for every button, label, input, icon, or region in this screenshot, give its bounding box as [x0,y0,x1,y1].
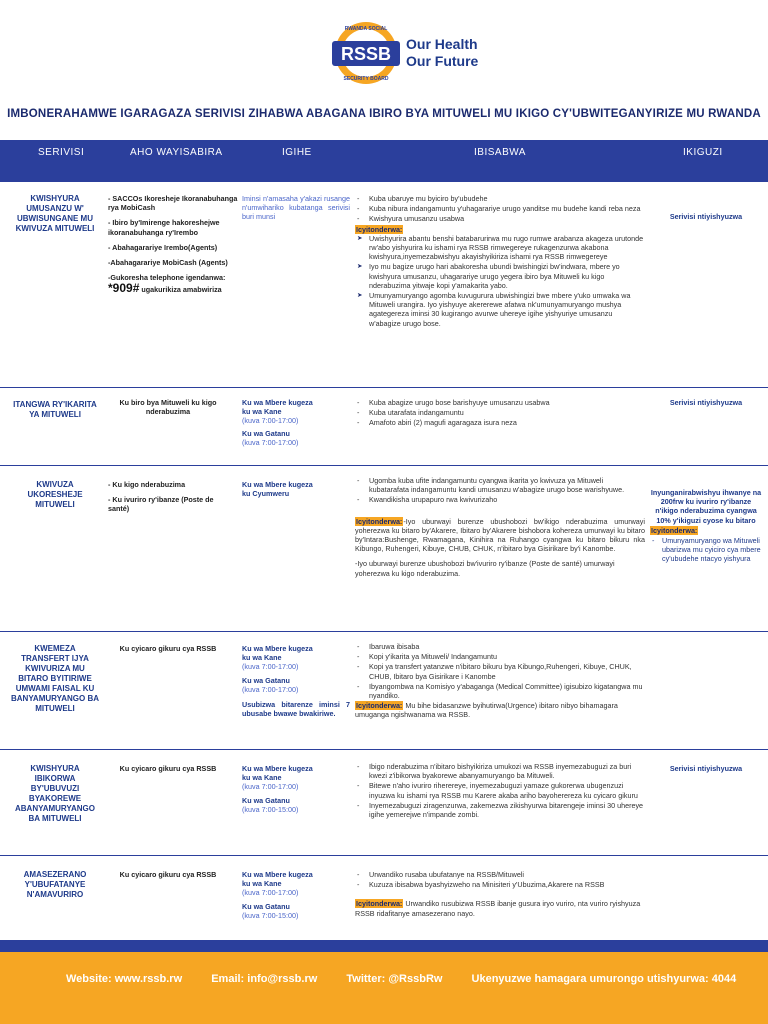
slogan [406,36,478,70]
header-igihe: IGIHE [282,147,312,158]
requirement-item: - Kuba abagize urugo bose barishyuye umusanzu usabwa [355,398,645,407]
service-name: KWEMEZA TRANSFERT IJYA KWIVURIZA MU BITARO BYITIRIWE UMWAMI FAISAL KU BANYAMURYANGO BA MITUWELI [10,644,99,713]
logo-ring-top: RWANDA SOCIAL [344,26,388,32]
logo-ring-bottom: SECURITY BOARD [343,76,389,82]
service-name: ITANGWA RY'IKARITA YA MITUWELI [13,400,97,419]
requirement-item: - Urwandiko rusaba ubufatanye na RSSB/Mituweli [355,870,645,879]
footer-website-link[interactable]: Website: www.rssb.rw [66,973,183,985]
requirements-cell [355,194,645,329]
footer-twitter-link[interactable]: Twitter: @RssbRw [346,973,443,985]
requirements-cell [355,870,645,918]
where-item: - Ku kigo nderabuzima [108,480,186,489]
requirements-cell [355,398,645,429]
cost-cell [650,488,762,564]
requirement-item: - Kuba nibura indangamuntu y'uhagarariye urugo yanditse mu budehe kandi reba neza [355,204,645,213]
slogan-line-2: Our Future [406,53,479,69]
logo-text: RSSB [340,44,392,64]
time-cell: Ku wa Mbere kugeza ku wa Kane (kuva 7:00-17:00) Ku wa Gatanu (kuva 7:00-17:00) Usubizwa bitarenze iminsi 7 ubusabe bwawe bwakiriwe. [242,644,350,719]
note-text: -Iyo uburwayi burenze ubushobozi bw'ikigo nderabuzima umurwayi yoherezwa ku bitaro by'Akarere, Ibitaro by'Akarere bishobora kohereza umurwayi ku bitaro by'Intara:Bushenge, Rwamagana, Kinihira na Ruhango cyangwa ku bitaro bikuru nka Kibungo, Ruhengeri, Kibuye, CHUB, CHUK, n'ibitaro bya Gisirikare by'i Kanombe. [355,516,645,554]
requirement-item: - Kwandikisha urupapuro rwa kwivurizaho [355,495,645,504]
requirement-item: - Ibyangombwa na Komisiyo y'abaganga (Medical Committee) igisubizo kigatangwa mu nyandiko. [355,682,645,700]
cost-note-label: Icyitonderwa: [651,525,698,535]
table-row [0,750,768,856]
note-label: Icyitonderwa: [356,516,403,526]
where-cell: Ku cyicaro gikuru cya RSSB [119,764,217,773]
ussd-line [108,281,248,296]
requirement-item: - Kuba utarafata indangamuntu [355,408,645,417]
cost-cell: Serivisi ntiyishyuzwa [669,764,743,773]
service-name: KWIVUZA UKORESHEJE MITUWELI [27,480,83,509]
cost-text: Inyunganirabwishyu ihwanye na 200frw ku ivuriro ry'ibanze n'ikigo nderabuzima cyangwa 10% y'ikiguzi cyose ku bitaro [650,488,762,525]
note-block [355,701,645,719]
requirement-item: - Bitewe n'aho ivuriro riherereye, inyemezabuguzi yamaze gukorerwa ubugenzuzi inyuzwa ku ishami rya RSSB mu Karere akaba ariho bayoherereza ku cyicaro gikuru [355,781,645,799]
note-item: ➤ Umunyamuryango agomba kuvugurura ubwishingizi bwe mbere y'uko umwaka wa Mituweli urangira. Iyo yishyuye akererewe afatwa nk'umunyamuryango mushya agategereza iminsi 30 kugirango avurwe uhereye igihe yishyuriye umusanzu w'abagize urugo bose. [355,291,645,328]
header-serivisi: SERIVISI [38,147,85,158]
table-header [0,140,768,182]
footer-contacts [66,973,762,985]
time-cell: Iminsi n'amasaha y'akazi rusange n'umwihariko kubatanga serivisi buri munsi [242,194,350,222]
footer [0,952,768,1024]
document-title: IMBONERAHAMWE IGARAGAZA SERIVISI ZIHABWA ABAGANA IBIRO BYA MITUWELI MU IKIGO CY'UBWITEGANYIRIZE MU RWANDA [7,108,761,120]
table-row [0,388,768,466]
header-ikiguzi: IKIGUZI [683,147,723,158]
table-row [0,182,768,388]
where-cell [108,194,248,301]
where-cell: Ku cyicaro gikuru cya RSSB [119,870,217,879]
service-name: AMASEZERANO Y'UBUFATANYE N'AMAVURIRO [23,870,87,899]
requirement-item: - Kuba ubaruye mu byiciro by'ubudehe [355,194,645,203]
requirement-item: - Kuzuza ibisabwa byashyizweho na Minisiteri y'Ubuzima,Akarere na RSSB [355,880,645,889]
time-cell: Ku wa Mbere kugeza ku wa Kane (kuva 7:00-17:00) Ku wa Gatanu (kuva 7:00-15:00) [242,870,313,920]
time-cell: Ku wa Mbere kugeza ku Cyumweru [242,480,313,499]
where-item: -Gukoresha telephone igendanwa: [108,273,226,283]
header-ibisabwa: IBISABWA [474,147,526,158]
where-item: -Abahagarariye MobiCash (Agents) [108,258,228,268]
service-name: KWISHYURA UMUSANZU W' UBWISUNGANE MU KWIVUZA MITUWELI [15,194,95,233]
note-label: Icyitonderwa: [356,899,403,909]
note-text: Mu bihe bidasanzwe byihutirwa(Urgence) ibitaro nibyo bihamagara umuganga ngishwanama wa RSSB. [355,701,618,720]
note-block [355,899,645,917]
footer-email-link[interactable]: Email: info@rssb.rw [211,973,318,985]
requirements-cell [355,476,645,578]
table-row [0,632,768,750]
requirement-item: - Ibaruwa ibisaba [355,642,645,651]
footer-hotline: Ukenyuzwe hamagara umurongo utishyurwa: 4044 [471,973,737,985]
requirement-item: - Ibigo nderabuzima n'ibitaro bishyikiriza umukozi wa RSSB inyemezabuguzi za buri kwezi z'ibikorwa byakorewe abanyamuryango ba Mituweli. [355,762,645,780]
note-text-2: -Iyo uburwayi burenze ubushobozi bw'ivuriro ry'ibanze (Poste de santé) umurwayi yoherezwa ku kigo nderabuzima. [355,559,615,578]
where-cell: Ku cyicaro gikuru cya RSSB [119,644,217,653]
header-aho-wayisabira: AHO WAYISABIRA [130,147,223,158]
table-row [0,466,768,632]
rssb-emblem-icon [328,18,408,88]
note-item: ➤ Iyo mu bagize urugo hari abakoresha ubundi bwishingizi bw'indwara, mbere yo kwishyura umusanzu, uhagarariye urugo yegera ibiro bya Mituweli ku kigo nderabuzima yitwaje kopi y'amakarita yabo. [355,262,645,290]
slogan-line-1: Our Health [406,36,478,52]
table-row [0,856,768,940]
requirement-item: - Inyemezabuguzi ziragenzurwa, zakemezwa zikishyurwa bitarengeje iminsi 30 uhereye igihe yemerejwe n'impande zombi. [355,801,645,819]
where-item: - SACCOs Ikoresheje Ikoranabuhanga rya MobiCash [108,194,238,213]
time-cell: Ku wa Mbere kugeza ku wa Kane (kuva 7:00-17:00) Ku wa Gatanu (kuva 7:00-17:00) [242,398,313,447]
requirement-item: - Amafoto abiri (2) magufi agaragaza isura neza [355,418,645,427]
requirement-item: - Kopi y'ikarita ya Mituweli/ Indangamuntu [355,652,645,661]
cost-note-item: - Umunyamuryango wa Mituweli ubarizwa mu cyiciro cya mbere cy'ubudehe ntacyo yishyura [652,536,761,564]
requirements-cell [355,762,645,820]
note-item: ➤ Uwishyurira abantu benshi batabarurirwa mu rugo rumwe arabanza akageza urutonde rw'abo yishyurira ku ishami rya RSSB rimwegereye rukagenzurwa akabona kwishyura,inyemezabwishyu akayishyikiriza ishami rya RSSB rimwegereye [355,234,645,262]
service-name: KWISHYURA IBIKORWA BY'UBUVUZI BYAKOREWE ABANYAMURYANGO BA MITUWELI [14,764,95,823]
footer-divider [0,940,768,952]
note-label: Icyitonderwa: [356,224,403,234]
requirement-item: - Kwishyura umusanzu usabwa [355,214,645,223]
note-label: Icyitonderwa: [356,701,403,711]
where-item: - Ku ivuriro ry'ibanze (Poste de santé) [108,495,214,514]
note-text: Urwandiko rusubizwa RSSB ibanje gusura iryo vuriro, nta vuriro ryishyuza RSSB ridafitanye amasezerano nayo. [355,899,641,918]
ussd-suffix: ugakurikiza amabwiriza [139,285,222,295]
cost-cell: Serivisi ntiyishyuzwa [669,398,743,407]
ussd-code: *909# [108,281,140,296]
where-item: - Abahagarariye Irembo(Agents) [108,242,218,252]
requirements-cell [355,642,645,720]
time-cell: Ku wa Mbere kugeza ku wa Kane (kuva 7:00-17:00) Ku wa Gatanu (kuva 7:00-15:00) [242,764,313,814]
note-block [355,517,645,554]
requirement-item: - Kopi ya transfert yatanzwe n'ibitaro bikuru bya Kibungo,Ruhengeri, Kibuye, CHUK, CHUB, Ibitaro bya Gisirikare i Kanombe [355,662,645,680]
where-item: - Ibiro by'Imirenge hakoreshejwe ikoranabuhanga ry'Irembo [108,218,220,237]
where-cell: Ku biro bya Mituweli ku kigo nderabuzima [119,398,217,417]
cost-cell: Serivisi ntiyishyuzwa [669,212,743,221]
requirement-item: - Ugomba kuba ufite indangamuntu cyangwa ikarita yo kwivuza ya Mituweli kubatarafata indangamuntu kandi umusanzu w'abagize urugo bose warishyuwe. [355,476,645,494]
where-cell [108,480,228,520]
